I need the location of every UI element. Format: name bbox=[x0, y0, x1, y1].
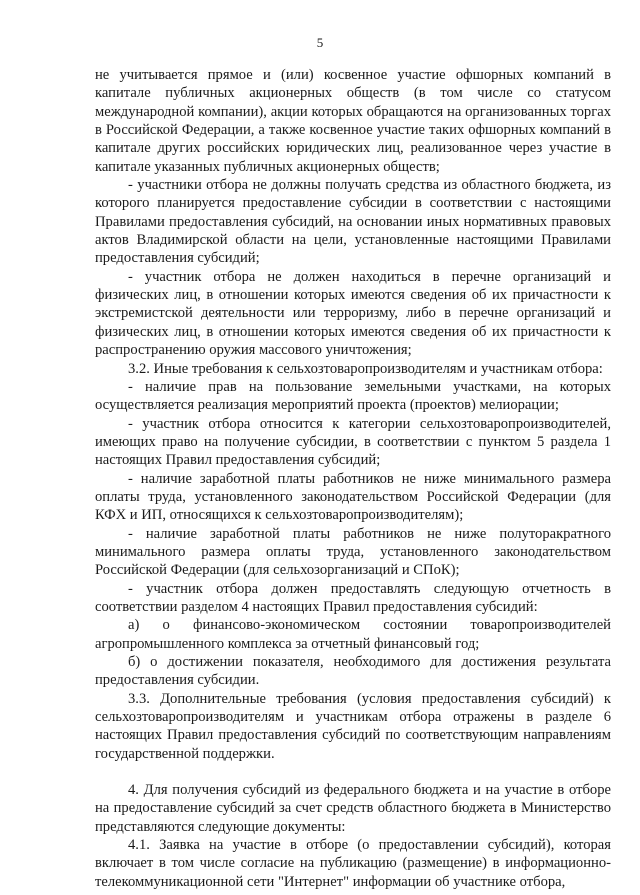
paragraph-min-wage-organizations: - наличие заработной платы работников не ниже полуторакратного минимального размера оплаты труда, установленного законодательством Российской Федерации (для сельхозорганизаций и СПоК); bbox=[95, 525, 611, 579]
paragraph-land-rights: - наличие прав на пользование земельными участками, на которых осуществляется реализация мероприятий проекта (проектов) мелиорации; bbox=[95, 378, 611, 414]
paragraph-extremism-list: - участник отбора не должен находиться в перечне организаций и физических лиц, в отношении которых имеются сведения об их причастности к экстремистской деятельности или терроризму, либо в перечне организаций и физических лиц, в отношении которых имеются сведения об их причастности к распространению оружия массового уничтожения; bbox=[95, 268, 611, 359]
paragraph-indicator-report: б) о достижении показателя, необходимого для достижения результата предоставления субсидии. bbox=[95, 654, 611, 689]
paragraph-min-wage-kfh: - наличие заработной платы работников не ниже минимального размера оплаты труда, установленного законодательством Российской Федерации (для КФХ и ИП, относящихся к сельхозтоваропроизводителям); bbox=[95, 470, 611, 524]
paragraph-financial-report: а) о финансово-экономическом состоянии товаропроизводителей агропромышленного комплекса за отчетный финансовый год; bbox=[95, 617, 611, 652]
page-number: 5 bbox=[316, 35, 324, 50]
document-body bbox=[95, 66, 611, 891]
paragraph-3-2-heading: 3.2. Иные требования к сельхозтоваропроизводителям и участникам отбора: bbox=[128, 360, 603, 377]
paragraph-4-documents: 4. Для получения субсидий из федерального бюджета и на участие в отборе на предоставление субсидий за счет средств областного бюджета в Министерство представляются следующие документы: bbox=[95, 782, 611, 835]
paragraph-offshore-participation: не учитывается прямое и (или) косвенное участие офшорных компаний в капитале публичных акционерных обществ (в том числе со статусом международной компании), акции которых обращаются на организованных торгах в Российской Федерации, а также косвенное участие таких офшорных компаний в капитале других российских юридических лиц, реализованное через участие в капитале указанных публичных акционерных обществ; bbox=[95, 67, 611, 175]
paragraph-4-1-application: 4.1. Заявка на участие в отборе (о предоставлении субсидий), которая включает в том числе согласие на публикацию (размещение) в информационно-телекоммуникационной сети "Интернет" информации об участнике отбора, bbox=[95, 837, 611, 890]
paragraph-reporting: - участник отбора должен предоставлять следующую отчетность в соответствии разделом 4 настоящих Правил предоставления субсидий: bbox=[95, 580, 611, 615]
paragraph-no-regional-budget-funds: - участники отбора не должны получать средства из областного бюджета, из которого планируется предоставление субсидии в соответствии с настоящими Правилами предоставления субсидий, на основании иных нормативных правовых актов Владимирской области на цели, установленные настоящими Правилами предоставления субсидий; bbox=[95, 177, 611, 267]
paragraph-3-3-additional: 3.3. Дополнительные требования (условия предоставления субсидий) к сельхозтоваропроизводителям и участникам отбора отражены в разделе 6 настоящих Правил предоставления субсидий по соответствующим направлениям государственной поддержки. bbox=[95, 690, 611, 762]
paragraph-producer-category: - участник отбора относится к категории сельхозтоваропроизводителей, имеющих право на получение субсидии, в соответствии с пунктом 5 раздела 1 настоящих Правил предоставления субсидий; bbox=[95, 415, 611, 469]
